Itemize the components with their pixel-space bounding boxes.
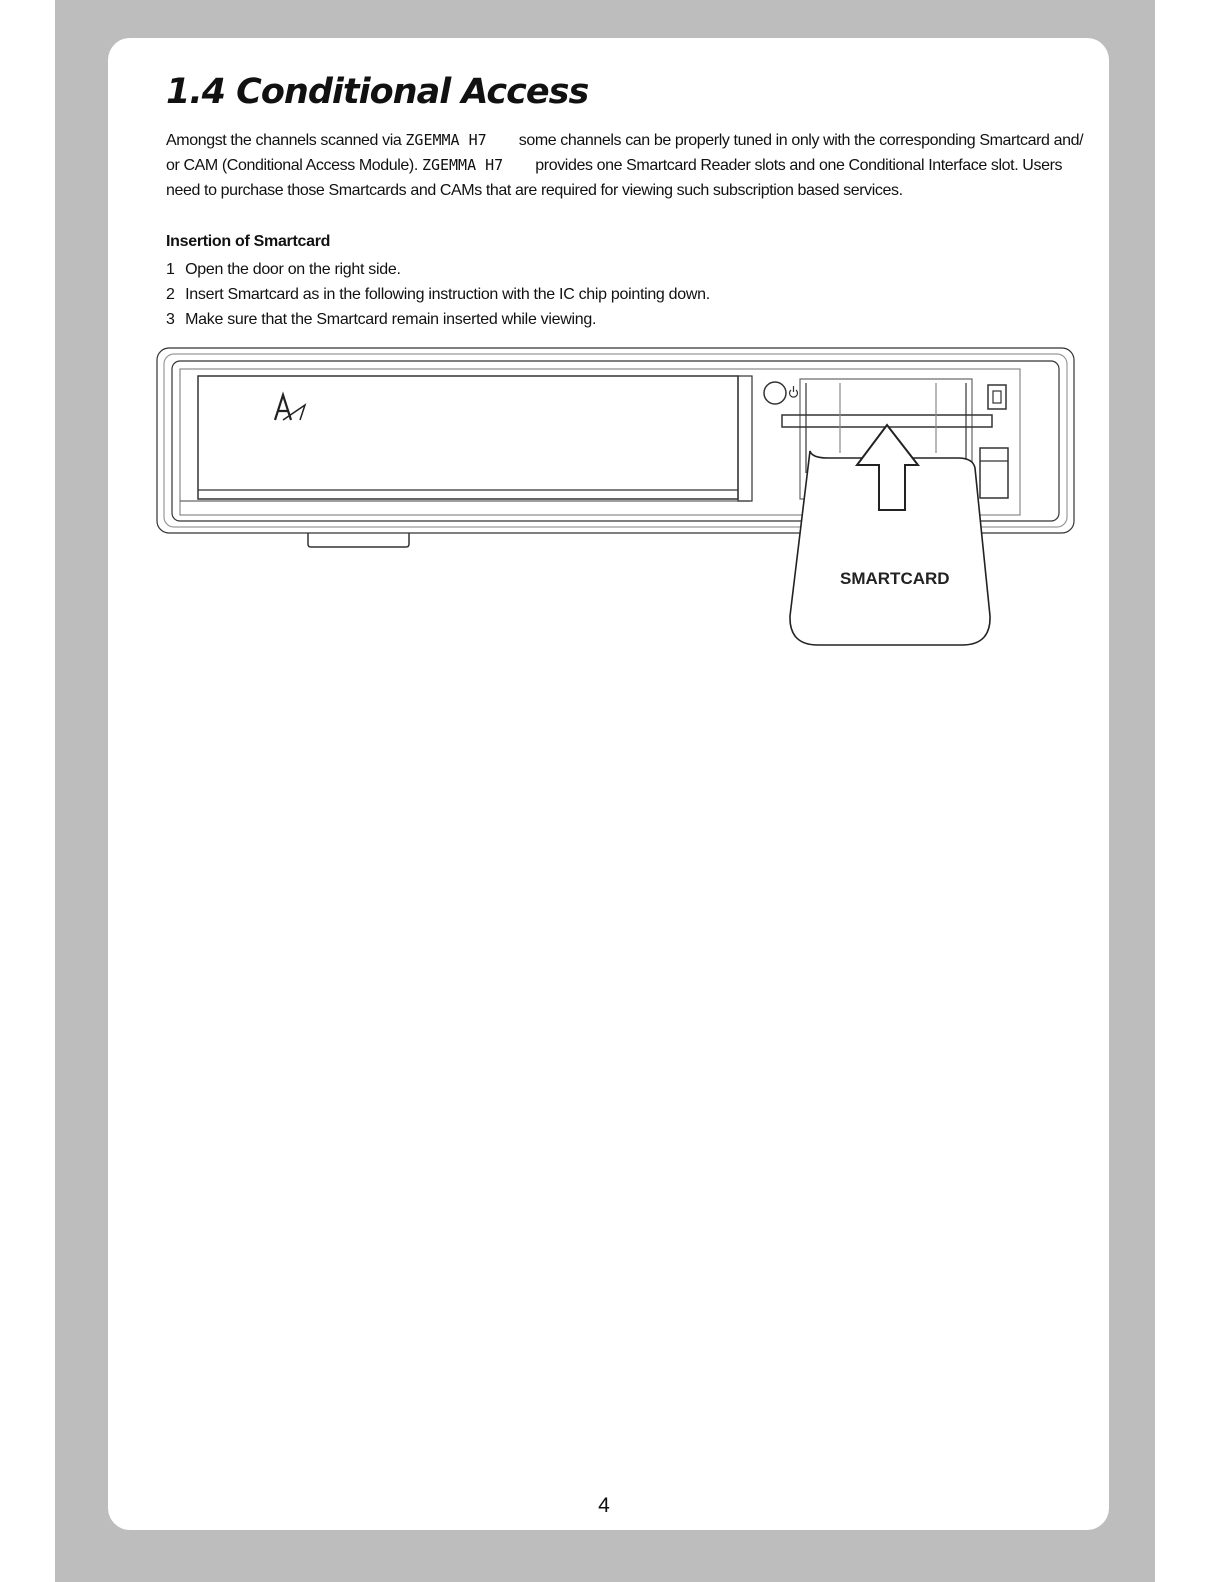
- display-window: [198, 376, 738, 499]
- step-item: [166, 307, 710, 332]
- step-text: Insert Smartcard as in the following instruction with the IC chip pointing down.: [185, 286, 710, 303]
- step-item: [166, 257, 710, 282]
- receiver-front-panel-diagram: [150, 343, 1085, 653]
- step-number: 2: [166, 286, 175, 303]
- power-button: [764, 382, 786, 404]
- model-name-2: ZGEMMA H7: [421, 156, 504, 174]
- step-text: Make sure that the Smartcard remain inserted while viewing.: [185, 311, 597, 328]
- model-name-1: ZGEMMA H7: [405, 131, 487, 149]
- display-side-frame: [738, 376, 752, 501]
- insertion-steps: [166, 257, 710, 332]
- usb-port-inner: [993, 391, 1001, 403]
- page-number: 4: [598, 1494, 610, 1517]
- step-number: 3: [166, 311, 175, 328]
- step-item: [166, 282, 710, 307]
- intro-part-3: provides one Smartcard Reader slots and one Conditional Interface slot. Users need to purchase those Smartcards and CAMs that are required for viewing such subscription based services.: [166, 157, 1063, 199]
- section-title: 1.4 Conditional Access: [166, 72, 589, 112]
- step-number: 1: [166, 261, 175, 278]
- insertion-heading: Insertion of Smartcard: [166, 233, 331, 250]
- intro-part-1: Amongst the channels scanned via: [166, 132, 402, 149]
- ci-slot-cover: [980, 448, 1008, 498]
- stand-foot: [308, 533, 409, 547]
- intro-part-2: some channels can be properly tuned in only with the corresponding Smartcard and/ or CAM (Conditional Access Module).: [166, 132, 1084, 174]
- step-text: Open the door on the right side.: [185, 261, 401, 278]
- usb-port: [988, 385, 1006, 409]
- brand-logo: [275, 395, 305, 420]
- smartcard-label: SMARTCARD: [840, 569, 950, 588]
- intro-paragraph: [166, 128, 1086, 203]
